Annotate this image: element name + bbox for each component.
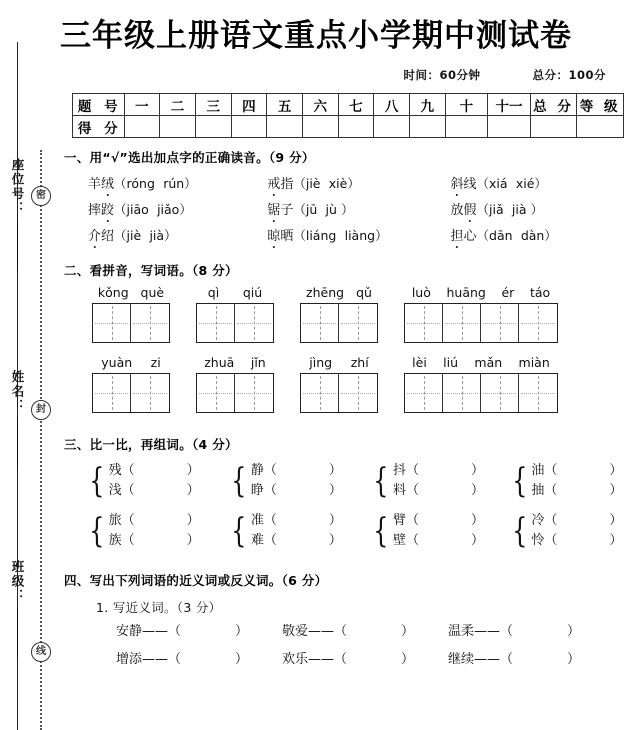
pinyin-choice-item[interactable] (88, 199, 267, 218)
score-col-3: 三 (195, 94, 231, 116)
char-pair-group (228, 511, 370, 551)
writing-cell[interactable] (235, 304, 273, 342)
paren-close: ） (186, 533, 200, 548)
score-col-5: 五 (267, 94, 303, 116)
score-value-6[interactable] (302, 116, 338, 138)
word-char-2: 子 (280, 203, 294, 218)
pinyin-syllable: qiú (242, 285, 263, 300)
score-value-4[interactable] (231, 116, 267, 138)
paren-close: ） (534, 176, 547, 191)
paren-close: ） (609, 463, 623, 478)
word-write-group (404, 355, 558, 413)
score-col-1: 一 (124, 94, 160, 116)
writing-cell[interactable] (481, 304, 519, 342)
pinyin-choice-item[interactable] (450, 225, 624, 244)
paren-close: ） (328, 533, 342, 548)
writing-cell[interactable] (339, 374, 377, 412)
paren-close: ） (235, 652, 249, 667)
score-col-4: 四 (231, 94, 267, 116)
pinyin-syllable: zhēng (306, 285, 345, 300)
pinyin-hint-row (300, 355, 378, 373)
paren-open: （ (293, 176, 306, 191)
writing-cell[interactable] (301, 374, 339, 412)
word-char-2: 指 (280, 177, 294, 192)
pinyin-option-2[interactable]: rún (163, 176, 185, 191)
paren-open: （ (476, 176, 490, 191)
brace-icon: { (511, 461, 528, 501)
paren-close: ） (328, 463, 342, 478)
pinyin-syllable: zhí (350, 355, 369, 370)
char-word-line[interactable] (109, 461, 200, 481)
paren-close: ） (471, 513, 485, 528)
writing-cell[interactable] (197, 304, 235, 342)
char-prompt: 臂（ (393, 513, 420, 528)
class-label: 班级： (10, 560, 25, 604)
pinyin-syllable: zhuā (204, 355, 235, 370)
char-pair-group (509, 511, 624, 551)
word-write-group (300, 285, 378, 343)
char-pair-group (370, 511, 508, 551)
writing-cell[interactable] (197, 374, 235, 412)
paren-open: （ (293, 202, 306, 217)
char-pair-group (86, 461, 228, 501)
paren-close: ） (328, 483, 342, 498)
word-write-group (196, 355, 274, 413)
paren-close: ） (567, 652, 581, 667)
section-1-row (88, 173, 624, 192)
word-write-group (196, 285, 274, 343)
writing-cell[interactable] (131, 304, 169, 342)
section-3-body (58, 453, 624, 551)
pinyin-choice-item[interactable] (450, 199, 624, 218)
char-prompt: 壁（ (393, 533, 420, 548)
score-col-total: 总 分 (530, 94, 577, 116)
pinyin-option-1[interactable]: jū (305, 202, 318, 217)
page-title: 三年级上册语文重点小学期中测试卷 (60, 18, 572, 54)
char-prompt: 油（ (531, 463, 558, 478)
writing-cell[interactable] (405, 374, 443, 412)
word-char-1-dotted: 介 (88, 229, 102, 244)
score-value-10[interactable] (445, 116, 488, 138)
pinyin-syllable: táo (529, 285, 551, 300)
brace-icon: { (89, 461, 105, 501)
synonym-item[interactable] (282, 620, 448, 639)
seat-number-rule (17, 219, 18, 271)
score-col-9: 九 (409, 94, 445, 116)
section-3-heading: 三、比一比，再组词。（4 分） (64, 437, 238, 452)
paren-open: （ (114, 202, 127, 217)
pinyin-choice-item[interactable] (267, 225, 450, 244)
section-4-heading: 四、写出下列词语的近义词或反义词。（6 分） (64, 573, 328, 588)
section-3-row (86, 461, 624, 501)
char-prompt: 静（ (250, 463, 277, 478)
score-value-1[interactable] (124, 116, 160, 138)
pinyin-syllable: liú (443, 355, 459, 370)
score-col-7: 七 (338, 94, 374, 116)
pinyin-syllable: luò (411, 285, 431, 300)
word-char-2: 绍 (101, 229, 115, 244)
writing-grid[interactable] (404, 303, 558, 343)
paren-close: ） (341, 202, 354, 217)
pinyin-choice-item[interactable] (267, 199, 450, 218)
pinyin-option-1[interactable]: xiá (489, 176, 508, 191)
paren-open: （ (476, 228, 490, 243)
pinyin-hint-row (300, 285, 378, 303)
exam-meta (58, 55, 624, 83)
synonym-item[interactable] (116, 648, 282, 667)
writing-grid[interactable] (196, 303, 274, 343)
score-value-9[interactable] (409, 116, 445, 138)
brace-icon: { (89, 511, 105, 551)
synonym-prompt: 敬爱——（ (282, 624, 348, 639)
writing-grid[interactable] (404, 373, 558, 413)
synonym-item[interactable] (448, 620, 614, 639)
score-col-10: 十 (445, 94, 488, 116)
char-word-line[interactable] (531, 461, 622, 481)
seal-char-2: 封 (31, 400, 51, 420)
pinyin-option-1[interactable]: róng (126, 176, 155, 191)
pinyin-syllable: miàn (518, 355, 550, 370)
seat-number-field[interactable] (8, 158, 26, 271)
char-word-line[interactable] (251, 481, 342, 501)
score-value-grade[interactable] (577, 116, 624, 138)
char-word-line[interactable] (109, 531, 200, 551)
pinyin-option-2[interactable]: liàng (344, 228, 376, 243)
pinyin-hint-row (196, 285, 274, 303)
section-2-row (92, 355, 624, 413)
word-char-1: 摔 (88, 203, 102, 218)
paren-close: ） (328, 513, 342, 528)
section-1-heading: 一、用“√”选出加点字的正确读音。（9 分） (64, 150, 315, 165)
section-1-body (58, 166, 624, 244)
pinyin-hint-row (404, 285, 558, 303)
score-table-value-row (73, 116, 624, 138)
writing-cell[interactable] (339, 304, 377, 342)
paren-close: ） (186, 513, 200, 528)
char-word-line[interactable] (531, 511, 622, 531)
paren-close: ） (544, 228, 557, 243)
char-word-line[interactable] (531, 481, 622, 501)
word-char-2: 线 (463, 177, 477, 192)
word-char-1-dotted: 担 (450, 229, 464, 244)
section-1-row (88, 225, 624, 244)
word-write-group (92, 355, 170, 413)
student-name-field[interactable] (8, 370, 26, 469)
char-prompt: 怜（ (531, 533, 558, 548)
char-word-line[interactable] (251, 531, 342, 551)
paren-open: （ (476, 202, 490, 217)
paren-close: ） (401, 624, 415, 639)
pinyin-syllable: ér (501, 285, 515, 300)
char-prompt: 睁（ (250, 483, 277, 498)
pinyin-hint-row (92, 285, 170, 303)
score-table (72, 93, 624, 138)
synonym-prompt: 安静——（ (116, 624, 182, 639)
writing-grid[interactable] (92, 303, 170, 343)
score-table-score-label: 得 分 (73, 116, 125, 138)
word-char-2-dotted: 绒 (101, 177, 115, 192)
pinyin-syllable: yuàn (101, 355, 133, 370)
char-prompt: 准（ (250, 513, 277, 528)
word-char-2-dotted: 假 (463, 203, 477, 218)
writing-cell[interactable] (519, 304, 557, 342)
char-word-line[interactable] (109, 511, 200, 531)
word-char-1-dotted: 戒 (267, 177, 281, 192)
writing-cell[interactable] (235, 374, 273, 412)
pinyin-option-2[interactable]: xié (515, 176, 535, 191)
score-col-grade: 等 级 (577, 94, 624, 116)
char-word-line[interactable] (393, 461, 484, 481)
paren-close: ） (184, 176, 197, 191)
paren-open: （ (293, 228, 306, 243)
synonym-prompt: 增添——（ (116, 652, 182, 667)
section-4-row (92, 620, 624, 639)
exam-page (58, 0, 624, 730)
char-word-line[interactable] (393, 481, 484, 501)
synonym-item[interactable] (116, 620, 282, 639)
pinyin-syllable: qǔ (356, 285, 372, 300)
writing-grid[interactable] (92, 373, 170, 413)
char-word-line[interactable] (251, 511, 342, 531)
writing-cell[interactable] (301, 304, 339, 342)
char-word-line[interactable] (109, 481, 200, 501)
exam-time-label: 时间：60分钟 (403, 68, 481, 82)
pinyin-option-2[interactable]: jià (511, 202, 527, 217)
score-table-question-label: 题 号 (73, 94, 125, 116)
paren-close: ） (347, 176, 360, 191)
section-4-subheading: 1. 写近义词。（3 分） (96, 600, 222, 615)
paren-close: ） (164, 228, 177, 243)
synonym-prompt: 继续——（ (448, 652, 514, 667)
pinyin-choice-item[interactable] (88, 173, 267, 192)
pinyin-option-2[interactable]: xiè (328, 176, 348, 191)
char-prompt: 冷（ (531, 513, 558, 528)
char-prompt: 旅（ (108, 513, 135, 528)
pinyin-option-1[interactable]: jiè (126, 228, 142, 243)
section-4-row (92, 648, 624, 667)
word-write-group (404, 285, 558, 343)
char-pair-group (509, 461, 624, 501)
char-pair-group (228, 461, 370, 501)
pinyin-option-1[interactable]: jiǎ (489, 202, 504, 217)
score-col-6: 六 (302, 94, 338, 116)
word-char-1: 羊 (88, 177, 102, 192)
word-char-1-dotted: 晾 (267, 229, 281, 244)
pinyin-syllable: huāng (446, 285, 486, 300)
paren-open: （ (114, 228, 127, 243)
synonym-prompt: 温柔——（ (448, 624, 514, 639)
pinyin-syllable: qì (207, 285, 220, 300)
paren-close: ） (471, 533, 485, 548)
seat-number-label: 座位号： (10, 158, 25, 216)
writing-cell[interactable] (405, 304, 443, 342)
writing-cell[interactable] (131, 374, 169, 412)
pinyin-syllable: què (140, 285, 165, 300)
paren-close: ） (609, 483, 623, 498)
writing-cell[interactable] (93, 374, 131, 412)
score-col-11: 十一 (488, 94, 531, 116)
writing-cell[interactable] (481, 374, 519, 412)
pinyin-choice-item[interactable] (450, 173, 624, 192)
paren-close: ） (530, 202, 544, 217)
section-2-row (92, 285, 624, 343)
paren-close: ） (401, 652, 415, 667)
score-value-2[interactable] (160, 116, 196, 138)
char-prompt: 难（ (250, 533, 277, 548)
score-table-header-row (73, 94, 624, 116)
word-char-2: 晒 (280, 229, 294, 244)
section-1-row (88, 199, 624, 218)
score-value-total[interactable] (530, 116, 577, 138)
pinyin-option-1[interactable]: jiè (305, 176, 321, 191)
pinyin-syllable: jìng (309, 355, 333, 370)
score-value-3[interactable] (195, 116, 231, 138)
pinyin-hint-row (92, 355, 170, 373)
paren-close: ） (186, 463, 200, 478)
paren-close: ） (609, 513, 623, 528)
synonym-item[interactable] (282, 648, 448, 667)
pinyin-hint-row (196, 355, 274, 373)
writing-cell[interactable] (443, 304, 481, 342)
char-prompt: 族（ (108, 533, 135, 548)
pinyin-option-1[interactable]: liáng (305, 228, 337, 243)
pinyin-syllable: mǎn (474, 355, 503, 370)
writing-grid[interactable] (300, 303, 378, 343)
score-col-2: 二 (160, 94, 196, 116)
score-value-5[interactable] (267, 116, 303, 138)
writing-grid[interactable] (196, 373, 274, 413)
char-word-line[interactable] (531, 531, 622, 551)
pinyin-option-1[interactable]: dān (489, 228, 513, 243)
score-col-8: 八 (374, 94, 410, 116)
writing-grid[interactable] (300, 373, 378, 413)
pinyin-syllable: jǐn (250, 355, 266, 370)
paren-close: ） (567, 624, 581, 639)
section-2-heading: 二、看拼音，写词语。（8 分） (64, 263, 238, 278)
paren-close: ） (609, 533, 623, 548)
char-prompt: 残（ (108, 463, 135, 478)
score-value-7[interactable] (338, 116, 374, 138)
student-name-rule (17, 417, 18, 469)
section-2-body (58, 279, 624, 413)
word-write-group (92, 285, 170, 343)
score-value-11[interactable] (488, 116, 531, 138)
exam-total-label: 总分：100分 (532, 68, 606, 82)
pinyin-choice-item[interactable] (267, 173, 450, 192)
seal-char-1: 密 (31, 186, 51, 206)
char-prompt: 抖（ (393, 463, 420, 478)
pinyin-option-1[interactable]: jiāo (126, 202, 149, 217)
char-word-line[interactable] (393, 531, 484, 551)
paren-close: ） (179, 202, 192, 217)
word-char-1-dotted: 锯 (267, 203, 281, 218)
word-char-1: 放 (450, 203, 464, 218)
char-word-line[interactable] (393, 511, 484, 531)
writing-cell[interactable] (519, 374, 557, 412)
char-prompt: 浅（ (108, 483, 135, 498)
paren-close: ） (375, 228, 388, 243)
section-3-row (86, 511, 624, 551)
class-field[interactable] (8, 560, 26, 659)
word-char-2-dotted: 跤 (101, 203, 115, 218)
pinyin-option-2[interactable]: dàn (520, 228, 545, 243)
pinyin-option-2[interactable]: jù (325, 202, 337, 217)
brace-icon: { (511, 511, 528, 551)
char-pair-group (86, 511, 228, 551)
paren-open: （ (114, 176, 127, 191)
char-word-line[interactable] (251, 461, 342, 481)
word-write-group (300, 355, 378, 413)
writing-cell[interactable] (443, 374, 481, 412)
char-prompt: 抽（ (531, 483, 558, 498)
pinyin-choice-item[interactable] (88, 225, 267, 244)
seal-char-3: 线 (31, 642, 51, 662)
pinyin-option-2[interactable]: jiǎo (157, 202, 180, 217)
student-name-label: 姓名： (10, 370, 25, 414)
brace-icon: { (373, 511, 389, 551)
brace-icon: { (231, 511, 247, 551)
brace-icon: { (373, 461, 389, 501)
word-char-2: 心 (463, 229, 477, 244)
pinyin-syllable: lèi (412, 355, 427, 370)
pinyin-syllable: zi (150, 355, 161, 370)
sealing-margin (0, 0, 58, 730)
pinyin-option-2[interactable]: jià (149, 228, 165, 243)
class-rule (17, 607, 18, 659)
score-table-wrapper (58, 83, 624, 138)
pinyin-hint-row (404, 355, 558, 373)
synonym-item[interactable] (448, 648, 614, 667)
section-4-body (58, 589, 624, 667)
paren-close: ） (235, 624, 249, 639)
paren-close: ） (471, 463, 485, 478)
synonym-prompt: 欢乐——（ (282, 652, 348, 667)
paren-close: ） (186, 483, 200, 498)
pinyin-syllable: kǒng (97, 285, 129, 300)
char-pair-group (370, 461, 508, 501)
paren-close: ） (471, 483, 485, 498)
brace-icon: { (231, 461, 247, 501)
char-prompt: 料（ (393, 483, 420, 498)
word-char-1-dotted: 斜 (450, 177, 464, 192)
writing-cell[interactable] (93, 304, 131, 342)
score-value-8[interactable] (374, 116, 410, 138)
